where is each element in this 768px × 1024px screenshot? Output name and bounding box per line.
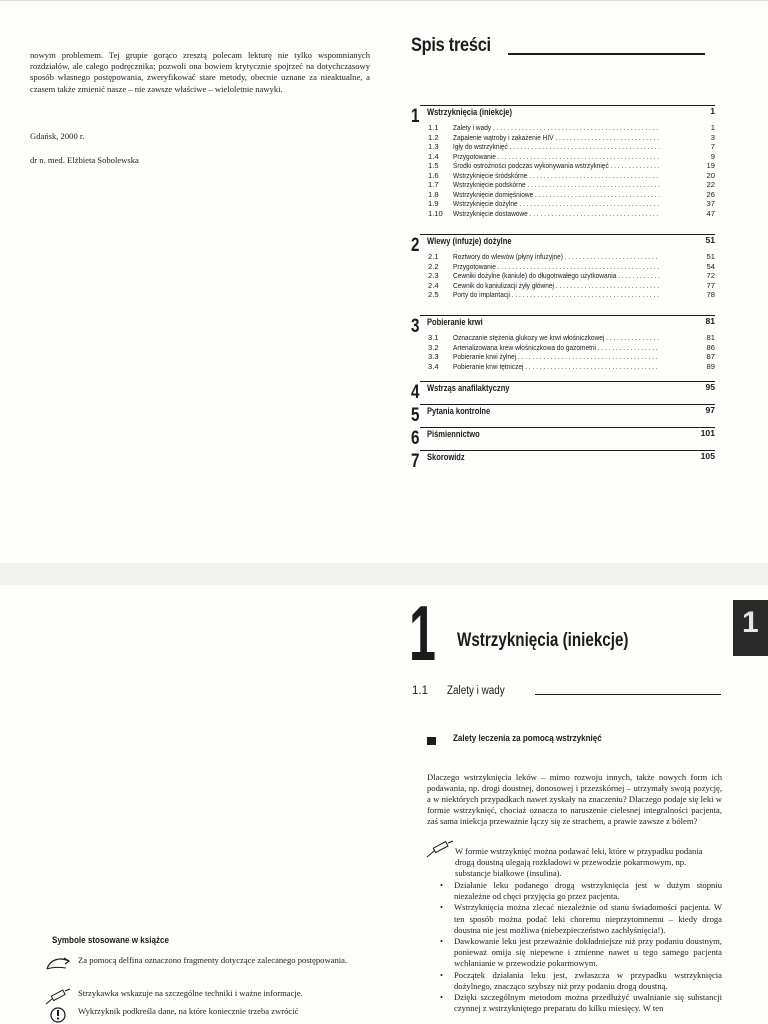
curved-arrow-icon bbox=[44, 955, 72, 973]
toc-chapter-number: 4 bbox=[411, 382, 420, 403]
preface-paragraph: nowym problemem. Tej grupie gorąco zresztą polecam lekturę nie tylko wspomnianych rozdziałów, ale całego podręcznika; pozwoli ona bowiem krytycznie spojrzeć na dotychczasowy sposób własnego postępowania, zweryfikować stare metody, obecnie uznane za nieaktualne, a czasem także zmienić nasze – nie zawsze właściwe – wieloletnie nawyki. bbox=[30, 50, 370, 94]
toc-chapter-number: 3 bbox=[411, 316, 420, 337]
toc-item bbox=[428, 152, 715, 162]
subheading: Zalety leczenia za pomocą wstrzyknięć bbox=[453, 733, 602, 744]
toc-item-page: 86 bbox=[706, 342, 715, 352]
toc-item-number: 2.2 bbox=[428, 261, 439, 271]
toc-item-number: 2.4 bbox=[428, 280, 439, 290]
chapter-title: Wstrzyknięcia (iniekcje) bbox=[457, 630, 629, 651]
list-item: • Dawkowanie leku jest przeważnie dokładniejsze niż przy podaniu doustnym, ponieważ omija się niepewne i zmienne nawet u tego samego pacjenta wchłanianie w przewodzie pokarmowym. bbox=[440, 936, 722, 970]
page-edge bbox=[0, 0, 768, 1]
toc-item-page: 81 bbox=[706, 333, 715, 342]
toc-item-label: Cewnik do kaniulizacji żyły głównej . . . bbox=[453, 281, 659, 291]
toc-item-number: 1.8 bbox=[428, 189, 439, 199]
toc-chapter-number: 6 bbox=[411, 428, 420, 449]
toc-item bbox=[428, 281, 715, 291]
toc-item-label: Roztwory do wlewów (płyny infuzyjne) . . . bbox=[453, 252, 659, 262]
toc-item-list bbox=[428, 123, 715, 218]
toc-item bbox=[428, 333, 715, 343]
toc-item-number: 1.4 bbox=[428, 151, 439, 161]
toc-item bbox=[428, 180, 715, 190]
toc-item bbox=[428, 271, 715, 281]
toc-chapter-title: Skorowidz bbox=[427, 452, 465, 462]
toc-item-list bbox=[428, 252, 715, 300]
toc-item-label: Pobieranie krwi żylnej . . . bbox=[453, 352, 659, 362]
toc-item-label: Porty do implantacji . . . bbox=[453, 290, 659, 300]
toc-item-number: 3.3 bbox=[428, 352, 439, 361]
toc-chapter-title: Wstrzyknięcia (iniekcje) bbox=[427, 107, 512, 117]
toc-chapter-page: 95 bbox=[705, 382, 715, 392]
toc-item bbox=[428, 343, 715, 353]
toc-item-page: 47 bbox=[706, 208, 715, 218]
toc-item bbox=[428, 252, 715, 262]
toc-item-page: 22 bbox=[706, 180, 715, 189]
chapter-side-tab bbox=[733, 600, 768, 656]
note-text: W formie wstrzyknięć można podawać leki, które w przypadku podania drogą doustną ulegają rozkładowi w przewodzie pokarmowym, np. substancje białkowe (insulina). bbox=[455, 846, 703, 879]
advantages-list bbox=[440, 880, 722, 1014]
toc-chapter-rule bbox=[420, 315, 715, 316]
toc-item-page: 7 bbox=[710, 142, 715, 151]
toc-item-number: 1.7 bbox=[428, 180, 439, 189]
toc-item-number: 2.3 bbox=[428, 271, 439, 280]
chapter-tab-number: 1 bbox=[742, 606, 759, 639]
toc-chapter-title: Wstrząs anafilaktyczny bbox=[427, 383, 510, 393]
intro-paragraph: Dlaczego wstrzyknięcia leków – mimo rozwoju innych, także nowych form ich podawania, np. drogi doustnej, donosowej i przezskórnej – utrzymały swoją pozycję, a w niektórych przypadkach nawet zyskały na znaczeniu? Dlaczego podaje się leki w formie wstrzyknięć, chociaż oznacza to naruszenie cielesnej integralności pacjenta, zaś sama iniekcja przeważnie łączy się ze strachem, a prawie zawsze z bólem? bbox=[427, 771, 722, 827]
toc-item-label: Wstrzyknięcie śródskórne . . . bbox=[453, 171, 659, 181]
toc-item-page: 20 bbox=[706, 170, 715, 180]
toc-item bbox=[428, 352, 715, 362]
toc-item-page: 3 bbox=[710, 132, 715, 142]
exclamation-circle-icon bbox=[44, 1006, 72, 1024]
toc-item-page: 37 bbox=[706, 199, 715, 208]
toc-chapter-rule bbox=[420, 234, 715, 235]
toc-item-number: 1.5 bbox=[428, 161, 439, 170]
toc-item bbox=[428, 133, 715, 143]
list-item: • Wstrzyknięcia można zlecać niezależnie od stanu świadomości pacjenta. W ten sposób można podać leki choremu nieprzytomnemu – kiedy droga doustna nie jest możliwa (niebezpieczeństwo zachłyśnięcia!). bbox=[440, 902, 722, 936]
toc-chapter-rule bbox=[420, 105, 715, 106]
toc-item-number: 2.5 bbox=[428, 290, 439, 299]
toc-chapter-number: 5 bbox=[411, 405, 420, 426]
toc-item-label: Cewniki dożylne (kaniule) do długotrwałego użytkowania . . . bbox=[453, 271, 659, 281]
list-item: • Dzięki szczególnym metodom można przedłużyć uwalnianie się substancji czynnej z wstrzykniętego preparatu do kilku miesięcy. W ten bbox=[440, 992, 722, 1014]
toc-item-label: Wstrzyknięcie podskórne . . . bbox=[453, 180, 659, 190]
toc-item-label: Wstrzyknięcie dostawowe . . . bbox=[453, 209, 659, 219]
toc-item bbox=[428, 171, 715, 181]
toc-chapter-title: Pobieranie krwi bbox=[427, 317, 483, 327]
toc-item-label: Oznaczanie stężenia glukozy we krwi włośniczkowej . . . bbox=[453, 333, 659, 343]
toc-item-page: 9 bbox=[710, 151, 715, 161]
toc-item-label: Wstrzyknięcie dożylne . . . bbox=[453, 199, 659, 209]
list-item: • Początek działania leku jest, zwłaszcza w przypadku wstrzyknięcia dożylnego, znacząco szybszy niż przy podaniu drogą doustną. bbox=[440, 970, 722, 992]
toc-item-number: 3.4 bbox=[428, 361, 439, 371]
toc-item-label: Igły do wstrzyknięć . . . bbox=[453, 142, 659, 152]
toc-item bbox=[428, 290, 715, 300]
preface-place-date: Gdańsk, 2000 r. bbox=[30, 131, 85, 141]
toc-chapter-rule bbox=[420, 427, 715, 428]
toc-chapter-title: Piśmiennictwo bbox=[427, 429, 480, 439]
toc-item-label: Zapalenie wątroby i zakażenie HIV . . . bbox=[453, 133, 659, 143]
symbol-text: Wykrzyknik podkreśla dane, na które koniecznie trzeba zwrócić bbox=[78, 1006, 299, 1016]
toc-item-page: 87 bbox=[706, 352, 715, 361]
toc-item-page: 77 bbox=[706, 280, 715, 290]
toc-chapter-rule bbox=[420, 381, 715, 382]
toc-chapter-page: 51 bbox=[705, 235, 715, 245]
toc-item bbox=[428, 209, 715, 219]
toc-item-number: 3.2 bbox=[428, 342, 439, 352]
toc-item-number: 1.2 bbox=[428, 132, 439, 142]
toc-item-number: 1.6 bbox=[428, 170, 439, 180]
toc-item-label: Środki ostrożności podczas wykonywania wstrzyknięć . . . bbox=[453, 161, 659, 171]
toc-item-label: Wstrzyknięcie domięśniowe . . . bbox=[453, 190, 659, 200]
toc-chapter-page: 81 bbox=[705, 316, 715, 326]
toc-title-rule bbox=[508, 53, 705, 55]
toc-item-label: Przygotowanie . . . bbox=[453, 262, 659, 272]
toc-chapter-number: 2 bbox=[411, 235, 420, 256]
syringe-icon bbox=[425, 839, 455, 859]
toc-item-label: Pobieranie krwi tętniczej . . . bbox=[453, 362, 659, 372]
toc-chapter-number: 7 bbox=[411, 451, 420, 472]
toc-item-page: 19 bbox=[706, 161, 715, 170]
page-divider bbox=[0, 563, 768, 585]
toc-item-page: 1 bbox=[710, 123, 715, 132]
toc-item bbox=[428, 362, 715, 372]
square-bullet-icon bbox=[427, 737, 436, 745]
preface-author: dr n. med. Elżbieta Sobolewska bbox=[30, 155, 139, 165]
toc-chapter-page: 101 bbox=[700, 428, 715, 438]
toc-item-label: Przygotowanie . . . bbox=[453, 152, 659, 162]
section-title: Zalety i wady bbox=[447, 685, 505, 697]
toc-item-number: 1.3 bbox=[428, 142, 439, 151]
preface-text-block bbox=[30, 50, 370, 95]
toc-item bbox=[428, 190, 715, 200]
toc-item bbox=[428, 142, 715, 152]
section-rule bbox=[535, 694, 721, 695]
symbol-text: Strzykawka wskazuje na szczególne techniki i ważne informacje. bbox=[78, 988, 303, 998]
toc-chapter-title: Pytania kontrolne bbox=[427, 406, 491, 416]
toc-chapter-page: 105 bbox=[700, 451, 715, 461]
toc-item bbox=[428, 123, 715, 133]
toc-item-page: 78 bbox=[706, 290, 715, 299]
toc-chapter-rule bbox=[420, 450, 715, 451]
toc-item-page: 26 bbox=[706, 189, 715, 199]
chapter-number: 1 bbox=[409, 589, 436, 677]
list-item: • Działanie leku podanego drogą wstrzyknięcia jest w dużym stopniu niezależne od chęci przyjęcia go przez pacjenta. bbox=[440, 880, 722, 902]
toc-item-page: 54 bbox=[706, 261, 715, 271]
toc-item-number: 2.1 bbox=[428, 252, 439, 261]
toc-chapter-number: 1 bbox=[411, 106, 420, 127]
syringe-icon bbox=[44, 988, 72, 1006]
toc-item-label: Arterializowana krew włośniczkowa do gazometrii . . . bbox=[453, 343, 659, 353]
section-number: 1.1 bbox=[412, 685, 428, 697]
toc-item-page: 51 bbox=[706, 252, 715, 261]
toc-item bbox=[428, 262, 715, 272]
toc-item bbox=[428, 199, 715, 209]
toc-item-number: 1.1 bbox=[428, 123, 439, 132]
toc-chapter-title: Wlewy (infuzje) dożylne bbox=[427, 236, 512, 246]
toc-item-list bbox=[428, 333, 715, 371]
toc-chapter-page: 1 bbox=[710, 106, 715, 116]
toc-item-number: 1.10 bbox=[428, 208, 443, 218]
toc-item-label: Zalety i wady . . . bbox=[453, 123, 659, 133]
symbols-title: Symbole stosowane w książce bbox=[52, 934, 169, 945]
toc-chapter-rule bbox=[420, 404, 715, 405]
toc-item bbox=[428, 161, 715, 171]
symbol-text: Za pomocą delfina oznaczono fragmenty dotyczące zalecanego postępowania. bbox=[78, 955, 348, 965]
toc-item-page: 89 bbox=[706, 361, 715, 371]
toc-item-number: 3.1 bbox=[428, 333, 439, 342]
toc-item-number: 1.9 bbox=[428, 199, 439, 208]
toc-chapter-page: 97 bbox=[705, 405, 715, 415]
toc-title: Spis treści bbox=[411, 35, 491, 56]
toc-item-page: 72 bbox=[706, 271, 715, 280]
